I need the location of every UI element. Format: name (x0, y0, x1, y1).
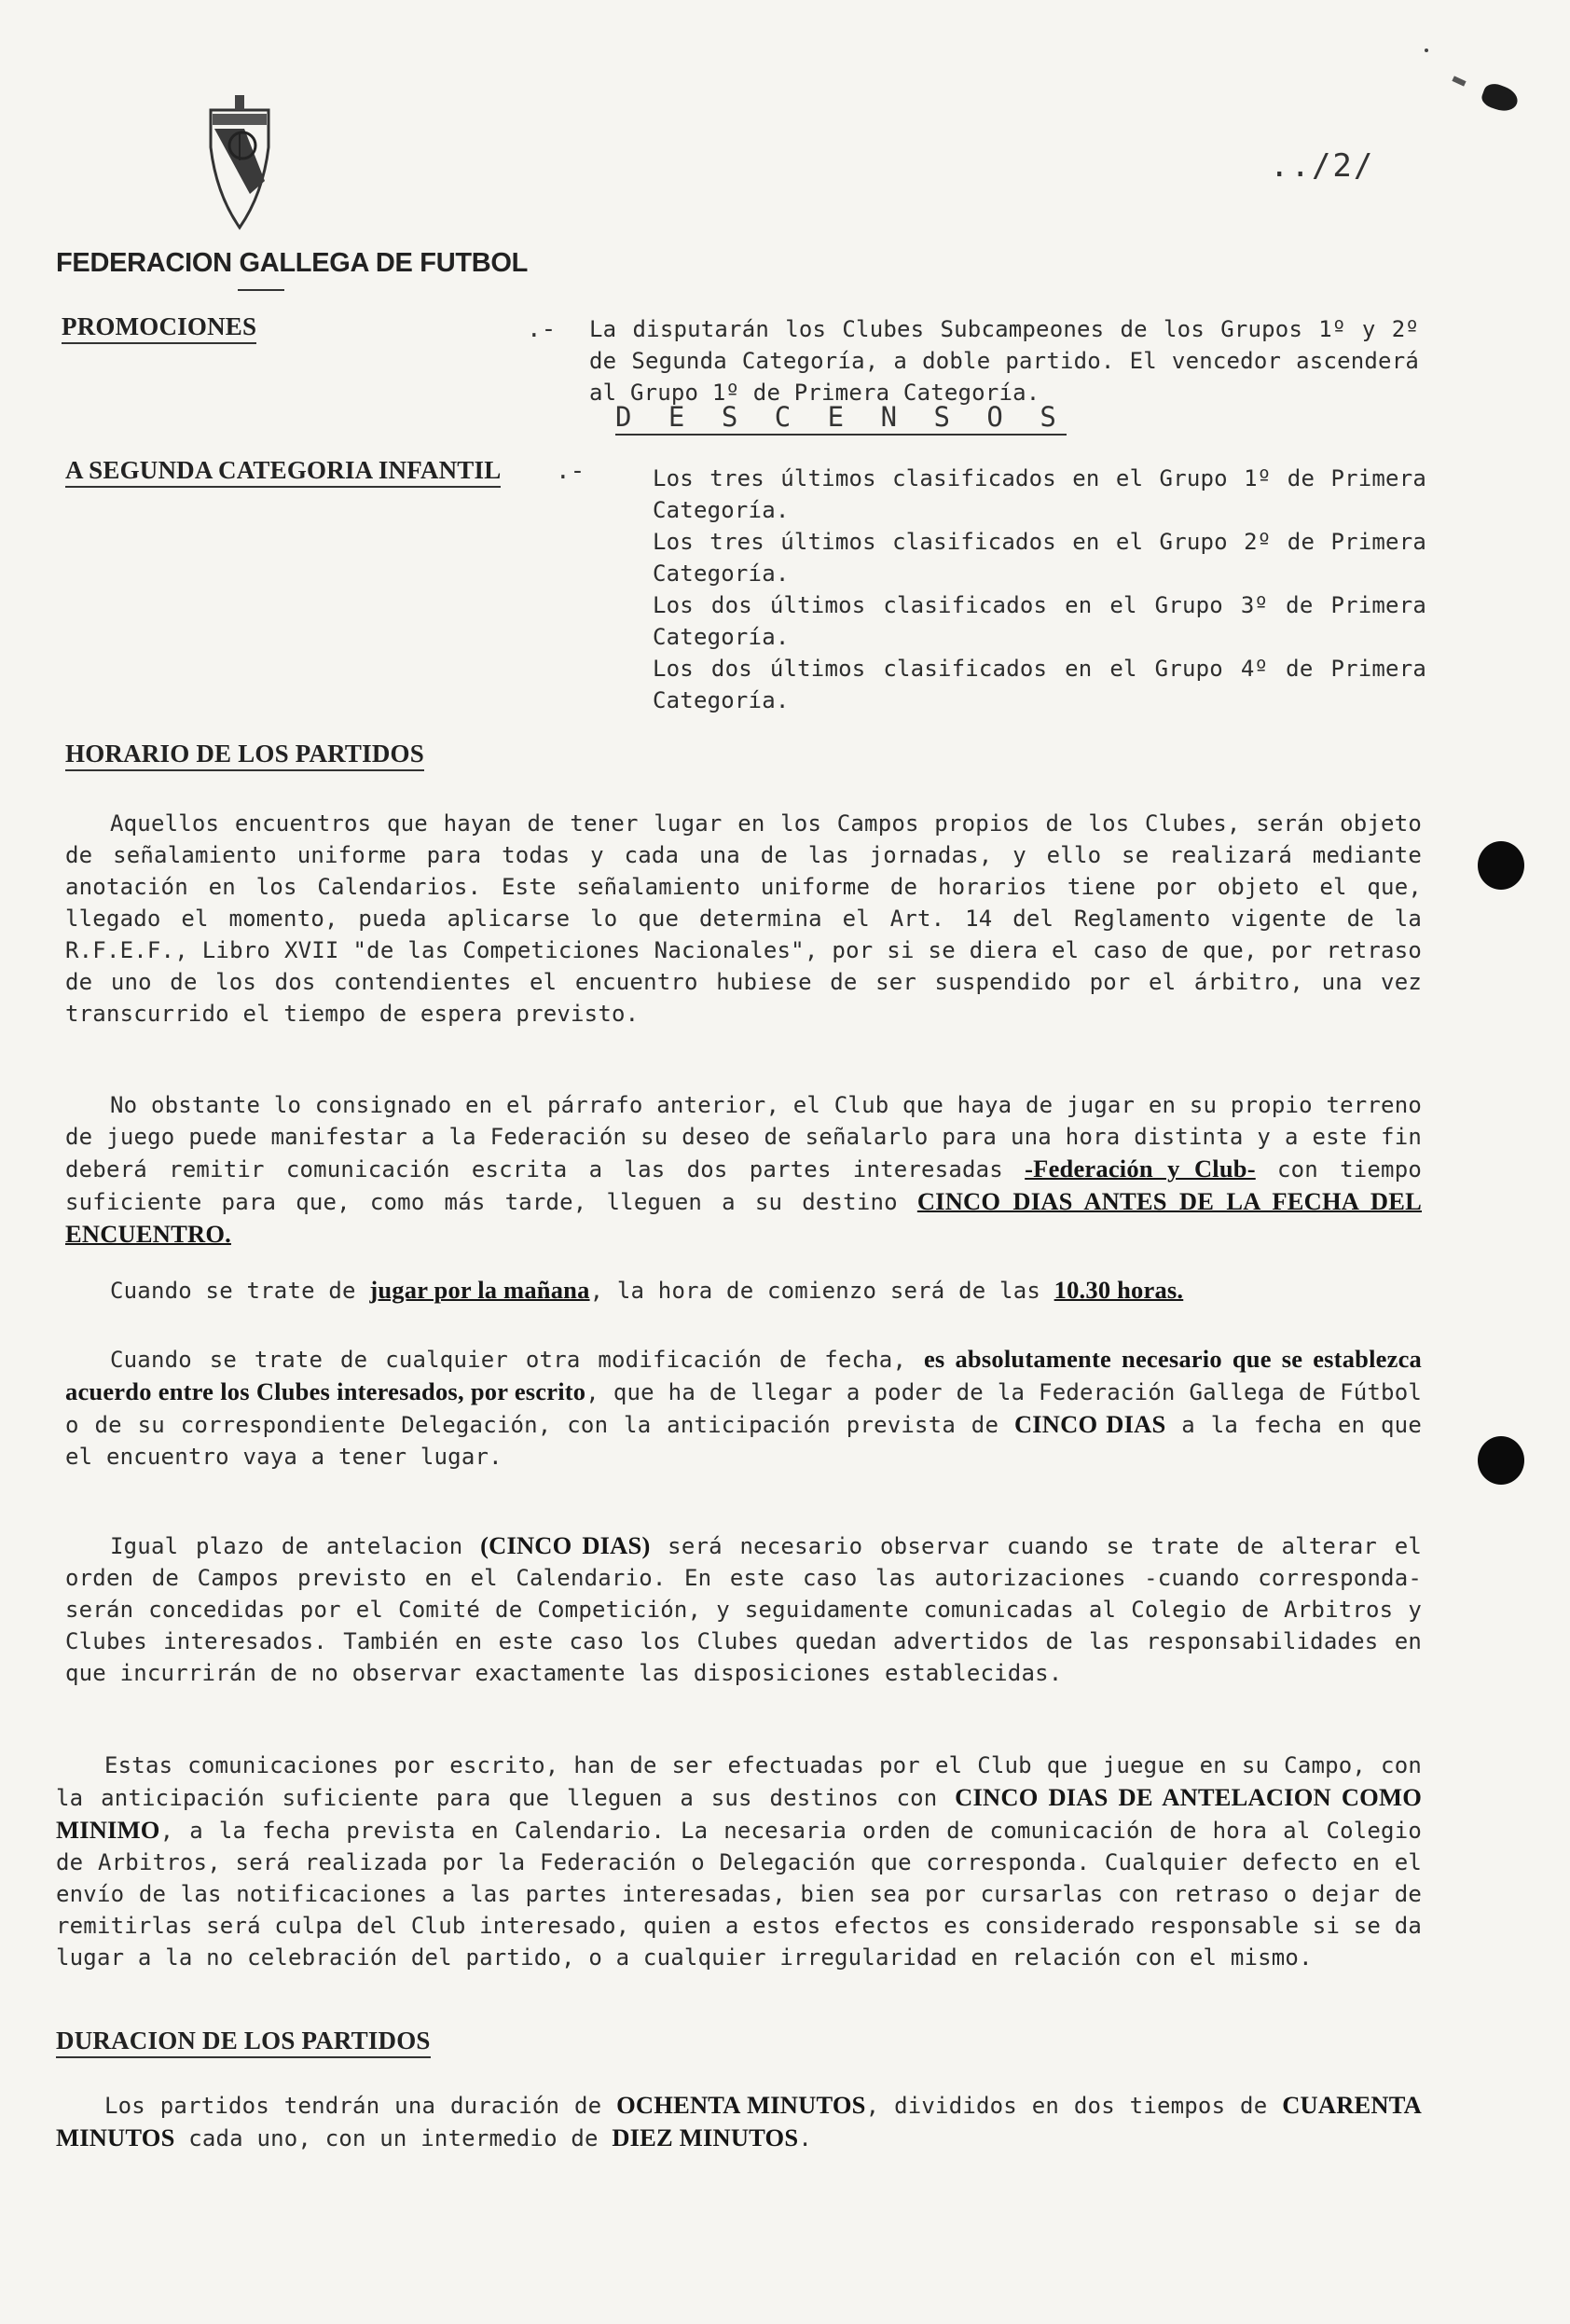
scan-speck (1480, 80, 1522, 115)
text-run: Los partidos tendrán una duración de (104, 2093, 617, 2119)
text-run: , que ha de llegar a poder de la Federación Gallega de Fútbol o de su correspondiente Delegación, con la anticipación prevista de (65, 1379, 1423, 1438)
emphasis-hora: 10.30 horas. (1054, 1276, 1184, 1304)
list-item: Los tres últimos clasificados en el Grupo 2º de Primera Categoría. (653, 529, 1426, 587)
emphasis-cinco-dias: CINCO DIAS ANTES DE LA FECHA DEL ENCUENTRO. (65, 1187, 1423, 1248)
punch-hole (1478, 1436, 1524, 1485)
separator: .- (556, 457, 585, 485)
section-heading-promociones: PROMOCIONES (62, 311, 256, 344)
text-run: Igual plazo de antelacion (110, 1533, 481, 1559)
list-item: Los dos últimos clasificados en el Grupo 4º de Primera Categoría. (653, 656, 1426, 713)
federation-crest-icon (207, 91, 272, 231)
emphasis-diez: DIEZ MINUTOS (612, 2123, 799, 2151)
text-run: , a la fecha prevista en Calendario. La necesaria orden de comunicación de hora al Colegio de Arbitros, será realizada por la Federación o Delegación que corresponda. Cualquier defecto en el envío de las notificaciones a las partes interesadas, bien sea por cursarlas con retraso o dejar de remitirlas será culpa del Club interesado, quien a estos efectos es considerado responsable si se da lugar a la no celebración del partido, o a cualquier irregularidad en relación con el mismo. (56, 1818, 1422, 1971)
emphasis-cuarenta: CUARENTA MINUTOS (56, 2091, 1422, 2151)
horario-paragraph-6 (56, 1750, 1422, 1973)
text-run: . (798, 2125, 812, 2151)
emphasis-antelacion: CINCO DIAS DE ANTELACION COMO MINIMO (56, 1783, 1423, 1844)
section-heading-segunda-infantil: A SEGUNDA CATEGORIA INFANTIL (65, 455, 501, 488)
scan-speck (1425, 48, 1428, 52)
federation-name: FEDERACION GALLEGA DE FUTBOL (56, 248, 529, 278)
section-heading-horario: HORARIO DE LOS PARTIDOS (65, 739, 424, 771)
text-run: a la fecha en que el encuentro vaya a tener lugar. (65, 1412, 1422, 1470)
text-run: con tiempo suficiente para que, como más tarde, lleguen a su destino (65, 1156, 1423, 1215)
text-run: , divididos en dos tiempos de (865, 2093, 1283, 2119)
promociones-paragraph: La disputarán los Clubes Subcampeones de los Grupos 1º y 2º de Segunda Categoría, a doble partido. El vencedor ascenderá al Grupo 1º de Primera Categoría. (589, 316, 1419, 406)
horario-paragraph-3 (65, 1274, 1422, 1307)
emphasis-cinco-dias: CINCO DIAS (1013, 1410, 1166, 1438)
horario-paragraph-2 (65, 1089, 1422, 1251)
separator: .- (527, 315, 557, 343)
descensos-title: D E S C E N S O S (615, 401, 1067, 436)
horario-paragraph-5 (65, 1529, 1422, 1689)
text-run: Cuando se trate de (110, 1278, 370, 1304)
punch-hole (1478, 841, 1524, 890)
horario-paragraph-4 (65, 1343, 1422, 1473)
emphasis-acuerdo: es absolutamente necesario que se establezca acuerdo entre los Clubes interesados, por escrito (65, 1345, 1422, 1405)
horario-paragraph-1 (65, 808, 1422, 1030)
emphasis-federacion-club: -Federación y Club- (1025, 1155, 1256, 1183)
scan-speck (1452, 76, 1466, 86)
header-divider (238, 289, 284, 291)
text-run: No obstante lo consignado en el párrafo anterior, el Club que haya de jugar en su propio terreno de juego puede manifestar a la Federación su deseo de señalarlo para una hora distinta y a este fin deberá remitir comunicación escrita a las dos partes interesadas (65, 1092, 1422, 1183)
duracion-paragraph (56, 2089, 1422, 2154)
list-item: Los tres últimos clasificados en el Grupo 1º de Primera Categoría. (653, 465, 1426, 523)
promociones-text (589, 313, 1419, 408)
text-run: cada uno, con un intermedio de (174, 2125, 613, 2151)
emphasis-ochenta: OCHENTA MINUTOS (616, 2091, 866, 2119)
text-run: será necesario observar cuando se trate de alterar el orden de Campos previsto en el Calendario. En este caso las autorizaciones -cuando corresponda- serán concedidas por el Comité de Competición, y seguidamente comunicadas al Colegio de Arbitros y Clubes interesados. También en este caso los Clubes quedan advertidos de las responsabilidades en que incurrirán de no observar exactamente las disposiciones establecidas. (65, 1533, 1422, 1686)
page-number: ../2/ (1270, 147, 1375, 185)
emphasis-manana: jugar por la mañana (369, 1276, 590, 1304)
list-item: Los dos últimos clasificados en el Grupo 3º de Primera Categoría. (653, 592, 1426, 650)
paragraph-text: Aquellos encuentros que hayan de tener lugar en los Campos propios de los Clubes, serán objeto de señalamiento uniforme para todas y cada una de las jornadas, y ello se realizará mediante anotación en los Calendarios. Este señalamiento uniforme de horarios tiene por objeto el que, llegado el momento, pueda aplicarse lo que determina el Art. 14 del Reglamento vigente de la R.F.E.F., Libro XVII "de las Competiciones Nacionales", por si se diera el caso de que, por retraso de uno de los dos contendientes el encuentro hubiese de ser suspendido por el árbitro, una vez transcurrido el tiempo de espera previsto. (65, 810, 1422, 1027)
text-run: Estas comunicaciones por escrito, han de ser efectuadas por el Club que juegue en su Campo, con la anticipación suficiente para que lleguen a sus destinos con (56, 1752, 1422, 1811)
descensos-list (653, 463, 1426, 716)
emphasis-cinco-dias: (CINCO DIAS) (480, 1531, 651, 1559)
text-run: Cuando se trate de cualquier otra modificación de fecha, (110, 1347, 924, 1373)
text-run: , la hora de comienzo será de las (589, 1278, 1054, 1304)
section-heading-duracion: DURACION DE LOS PARTIDOS (56, 2026, 431, 2058)
